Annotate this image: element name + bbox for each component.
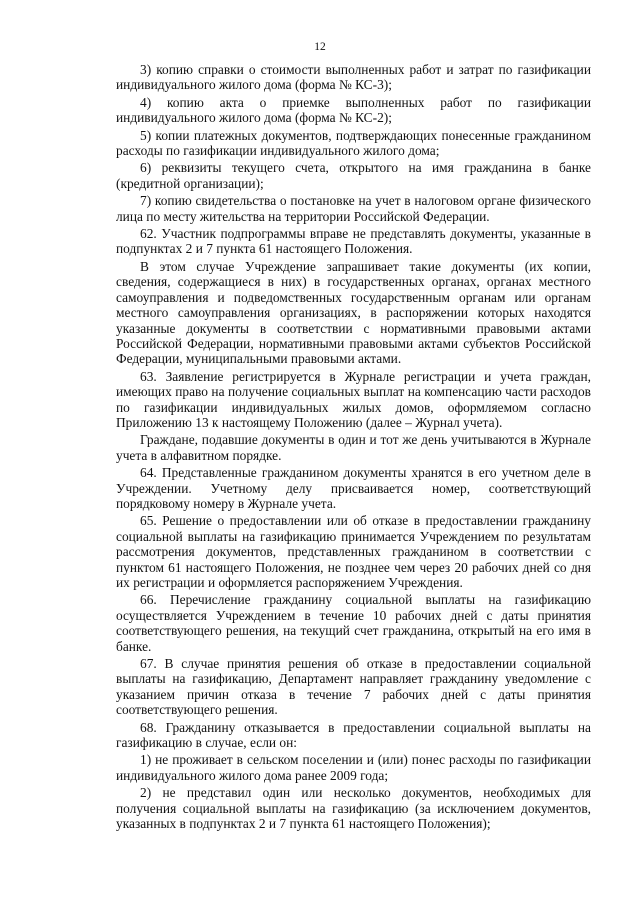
paragraph-item-6: 6) реквизиты текущего счета, открытого на имя гражданина в банке (кредитной организации); (116, 160, 591, 191)
paragraph-63-continuation: Граждане, подавшие документы в один и тот же день учитываются в Журнале учета в алфавитном порядке. (116, 432, 591, 463)
page-number: 12 (314, 41, 326, 53)
paragraph-62-continuation: В этом случае Учреждение запрашивает такие документы (их копии, сведения, содержащиеся в них) в государственных органах, органах местного самоуправления и подведомственных государственным органам или органам местного самоуправления организациях, в распоряжении которых находятся указанные документы в соответствии с нормативными правовыми актами Российской Федерации, нормативными правовыми актами субъектов Российской Федерации, муниципальными правовыми актами. (116, 258, 591, 367)
paragraph-62: 62. Участник подпрограммы вправе не представлять документы, указанные в подпунктах 2 и 7 пункта 61 настоящего Положения. (116, 226, 591, 257)
paragraph-item-7: 7) копию свидетельства о постановке на учет в налоговом органе физического лица по месту жительства на территории Российской Федерации. (116, 193, 591, 224)
paragraph-item-5: 5) копии платежных документов, подтверждающих понесенные гражданином расходы по газификации индивидуального жилого дома; (116, 127, 591, 159)
paragraph-68-item-1: 1) не проживает в сельском поселении и (или) понес расходы по газификации индивидуального жилого дома ранее 2009 года; (116, 752, 591, 783)
paragraph-item-4: 4) копию акта о приемке выполненных работ по газификации индивидуального жилого дома (форма № КС-2); (116, 94, 591, 126)
paragraph-65: 65. Решение о предоставлении или об отказе в предоставлении гражданину социальной выплаты на газификацию принимается Учреждением по результатам рассмотрения документов, представленных гражданином в соответствии с пунктом 61 настоящего Положения, не позднее чем через 20 рабочих дней со дня их регистрации и оформляется распоряжением Учреждения. (116, 513, 591, 590)
paragraph-63: 63. Заявление регистрируется в Журнале регистрации и учета граждан, имеющих право на получение социальных выплат на компенсацию части расходов по газификации индивидуальных жилых домов, оформляемом согласно Приложению 13 к настоящему Положению (далее – Журнал учета). (116, 368, 591, 430)
paragraph-68-item-2: 2) не представил один или несколько документов, необходимых для получения социальной выплаты на газификацию (за исключением документов, указанных в подпунктах 2 и 7 пункта 61 настоящего Положения); (116, 785, 591, 832)
paragraph-64: 64. Представленные гражданином документы хранятся в его учетном деле в Учреждении. Учетному делу присваивается номер, соответствующий порядковому номеру в Журнале учета. (116, 465, 591, 511)
paragraph-item-3: 3) копию справки о стоимости выполненных работ и затрат по газификации индивидуального жилого дома (форма № КС-3); (116, 62, 591, 93)
paragraph-68: 68. Гражданину отказывается в предоставлении социальной выплаты на газификацию в случае, если он: (116, 719, 591, 751)
paragraph-67: 67. В случае принятия решения об отказе в предоставлении социальной выплаты на газификацию, Департамент направляет гражданину уведомление с указанием причин отказа в течение 7 рабочих дней с даты принятия соответствующего решения. (116, 656, 591, 718)
paragraph-66: 66. Перечисление гражданину социальной выплаты на газификацию осуществляется Учреждением в течение 10 рабочих дней с даты принятия соответствующего решения, на текущий счет гражданина, открытый на его имя в банке. (116, 592, 591, 654)
document-body (116, 62, 591, 834)
